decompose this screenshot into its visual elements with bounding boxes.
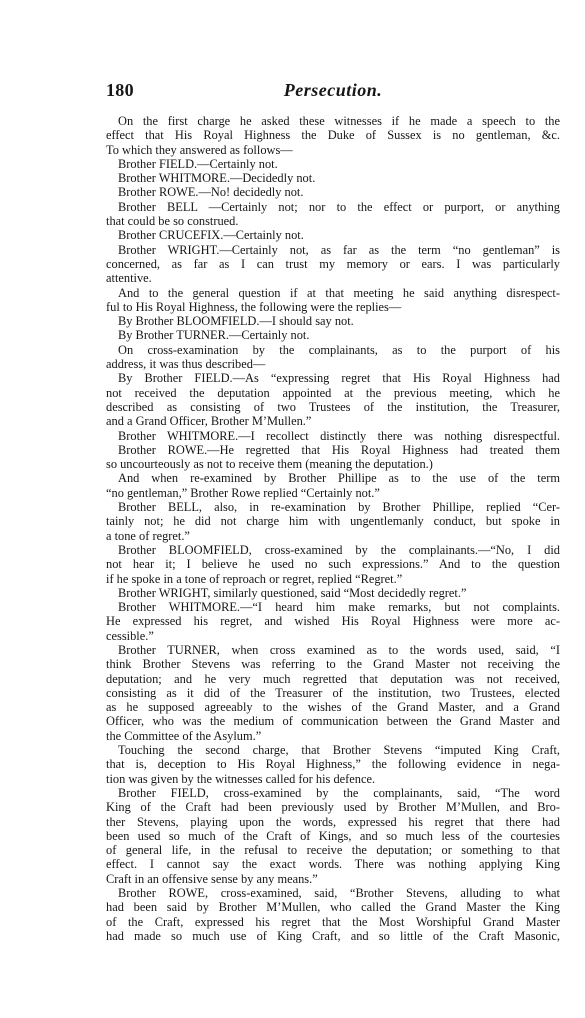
text-line: tainly not; he did not charge him with ungentlemanly conduct, but spoke in [106,514,560,529]
text-line: that could be so construed. [106,214,239,229]
text-line: Craft in an offensive sense by any means.” [106,871,318,886]
text-line: and a Grand Officer, Brother M’Mullen.” [106,414,312,429]
text-line: And when re-examined by Brother Phillipe as to the use of the term [118,471,560,486]
text-line: deputation; and he very much regretted that deputation was not received, [106,671,560,686]
text-line: of general life, in the refusal to receive the deputation; or something to that [106,843,560,858]
text-line: effect that His Royal Highness the Duke of Sussex is no gentleman, &c. [106,128,560,143]
text-line: if he spoke in a tone of reproach or regret, replied “Regret.” [106,571,403,586]
text-line: To which they answered as follows— [106,142,293,157]
text-line: Brother WRIGHT, similarly questioned, said “Most decidedly regret.” [118,585,467,600]
text-line: Brother WHITMORE.—I recollect distinctly there was nothing disrespectful. [118,428,560,443]
body-text [106,114,560,943]
text-line: Brother WHITMORE.—“I heard him make remarks, but not complaints. [118,600,560,615]
text-line: not hear it; I believe he used no such expressions.” And to the question [106,557,560,572]
text-line: Brother WRIGHT.—Certainly not, as far as the term “no gentleman” is [118,242,560,257]
text-line: By Brother FIELD.—As “expressing regret that His Royal Highness had [118,371,560,386]
page-header [106,80,560,102]
text-line: concerned, as far as I can trust my memory or ears. I was particularly [106,256,560,271]
text-line: On cross-examination by the complainants, as to the purport of his [118,342,560,357]
text-line: Brother ROWE.—No! decidedly not. [118,185,304,200]
text-line: that is, deception to His Royal Highness,” the following evidence in nega- [106,757,560,772]
text-line: attentive. [106,271,152,286]
text-line: had made so much use of King Craft, and so little of the Craft Masonic, [106,928,560,943]
text-line: Brother BELL —Certainly not; nor to the effect or purport, or anything [118,199,560,214]
text-line: address, it was thus described— [106,357,266,372]
text-line: Officer, who was the medium of communication between the Grand Master and [106,714,560,729]
text-line: And to the general question if at that meeting he said anything disrespect- [118,285,560,300]
text-line: cessible.” [106,628,154,643]
text-line: Brother BLOOMFIELD, cross-examined by the complainants.—“No, I did [118,542,560,557]
text-line: tion was given by the witnesses called for his defence. [106,771,376,786]
text-line: Brother FIELD.—Certainly not. [118,156,278,171]
text-line: a tone of regret.” [106,528,190,543]
text-line: King of the Craft had been previously used by Brother M’Mullen, and Bro- [106,800,560,815]
text-line: By Brother TURNER.—Certainly not. [118,328,310,343]
running-title: Persecution. [283,80,383,100]
text-line: On the first charge he asked these witnesses if he made a speech to the [118,114,560,128]
text-line: effect. I cannot say the exact words. There was nothing applying King [106,857,560,872]
text-line: the Committee of the Asylum.” [106,728,262,743]
text-line: Brother CRUCEFIX.—Certainly not. [118,228,304,243]
text-line: think Brother Stevens was referring to the Grand Master not receiving the [106,657,560,672]
text-line: ther Stevens, playing upon the words, expressed his regret that there had [106,814,560,829]
text-line: Brother BELL, also, in re-examination by Brother Phillipe, replied “Cer- [118,500,560,515]
text-line: not received the deputation appointed at the previous meeting, which he [106,385,560,400]
text-line: He expressed his regret, and wished His Royal Highness were more ac- [106,614,560,629]
text-line: Brother ROWE.—He regretted that His Royal Highness had treated them [118,442,560,457]
text-line: so uncourteously as not to receive them (meaning the deputation.) [106,457,433,472]
page-number: 180 [106,80,134,100]
text-line: as he supposed agreeably to the wishes of the Grand Master, and a Grand [106,700,560,715]
text-line: been used so much of the Craft of Kings, and so much less of the courtesies [106,828,560,843]
text-line: of the Craft, expressed his regret that the Most Worshipful Grand Master [106,914,560,929]
text-line: consisting as it did of the Treasurer of the institution, two Trustees, elected [106,685,560,700]
text-line: Touching the second charge, that Brother Stevens “imputed King Craft, [118,743,560,758]
text-line: had been said by Brother M’Mullen, who called the Grand Master the King [106,900,560,915]
text-line: ful to His Royal Highness, the following were the replies— [106,299,402,314]
text-line: Brother WHITMORE.—Decidedly not. [118,171,316,186]
text-line: Brother FIELD, cross-examined by the complainants, said, “The word [118,785,560,800]
text-line: described as consisting of two Trustees of the institution, the Treasurer, [106,399,560,414]
text-line: Brother TURNER, when cross examined as to the words used, said, “I [118,642,560,657]
text-line: “no gentleman,” Brother Rowe replied “Certainly not.” [106,485,380,500]
text-line: By Brother BLOOMFIELD.—I should say not. [118,314,354,329]
text-line: Brother ROWE, cross-examined, said, “Brother Stevens, alluding to what [118,886,560,901]
